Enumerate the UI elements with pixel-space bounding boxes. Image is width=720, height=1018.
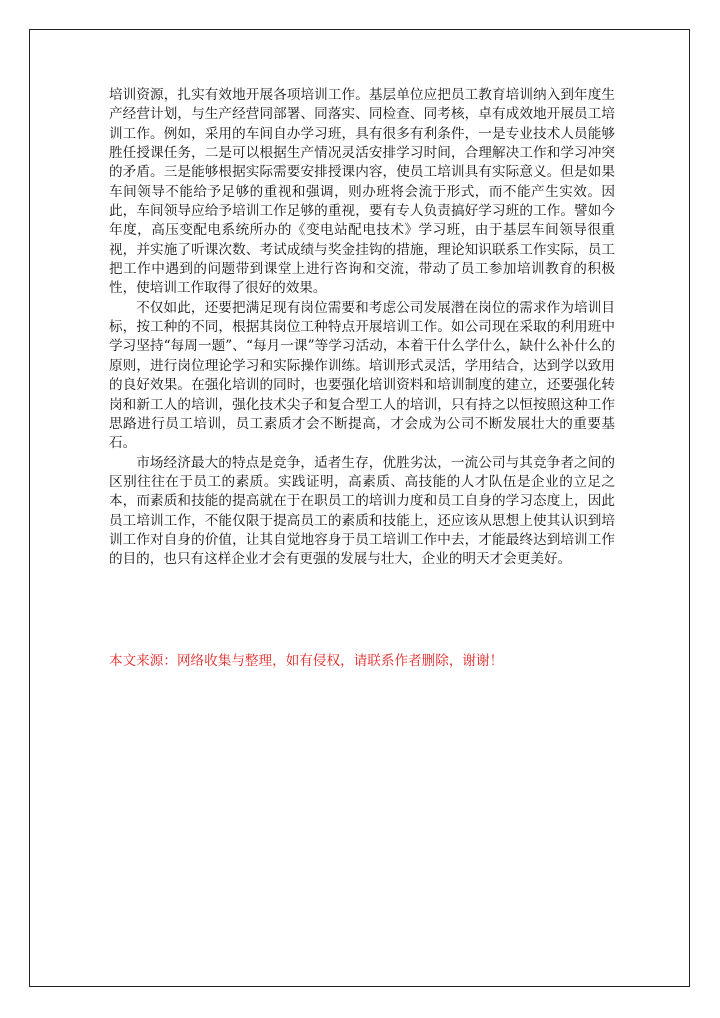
paragraph-training-resources: 培训资源，扎实有效地开展各项培训工作。基层单位应把员工教育培训纳入到年度生产经营计划，与生产经营同部署、同落实、同检查、同考核，卓有成效地开展员工培训工作。例如，采用的车间自办学习班，具有很多有利条件，一是专业技术人员能够胜任授课任务，二是可以根据生产情况灵活安排学习时间，合理解决工作和学习冲突的矛盾。三是能够根据实际需要安排授课内容，使员工培训具有实际意义。但是如果车间领导不能给予足够的重视和强调，则办班将会流于形式，而不能产生实效。因此，车间领导应给予培训工作足够的重视，要有专人负责搞好学习班的工作。譬如今年度，高压变配电系统所办的《变电站配电技术》学习班，由于基层车间领导很重视，并实施了听课次数、考试成绩与奖金挂钩的措施，理论知识联系工作实际，员工把工作中遇到的问题带到课堂上进行咨询和交流，带动了员工参加培训教育的积极性，使培训工作取得了很好的效果。: [109, 87, 615, 297]
document-body: [109, 86, 615, 570]
paragraph-market-competition: 市场经济最大的特点是竞争，适者生存，优胜劣汰，一流公司与其竞争者之间的区别往往在于员工的素质。实践证明，高素质、高技能的人才队伍是企业的立足之本，而素质和技能的提高就在于在职员工的培训力度和员工自身的学习态度上，因此员工培训工作，不能仅限于提高员工的素质和技能上，还应该从思想上使其认识到培训工作对自身的价值，让其自觉地容身于员工培训工作中去，才能最终达到培训工作的目的，也只有这样企业才会有更强的发展与壮大，企业的明天才会更美好。: [109, 454, 615, 568]
source-note: 本文来源：网络收集与整理，如有侵权，请联系作者删除，谢谢！: [109, 653, 504, 669]
paragraph-job-training: 不仅如此，还要把满足现有岗位需要和考虑公司发展潜在岗位的需求作为培训目标，按工种的不同，根据其岗位工种特点开展培训工作。如公司现在采取的利用班中学习坚持“每周一题”、“每月一课”等学习活动，本着干什么学什么，缺什么补什么的原则，进行岗位理论学习和实际操作训练。培训形式灵活，学用结合，达到学以致用的良好效果。在强化培训的同时，也要强化培训资料和培训制度的建立，还要强化转岗和新工人的培训，强化技术尖子和复合型工人的培训，只有持之以恒按照这种工作思路进行员工培训，员工素质才会不断提高，才会成为公司不断发展壮大的重要基石。: [109, 299, 615, 452]
